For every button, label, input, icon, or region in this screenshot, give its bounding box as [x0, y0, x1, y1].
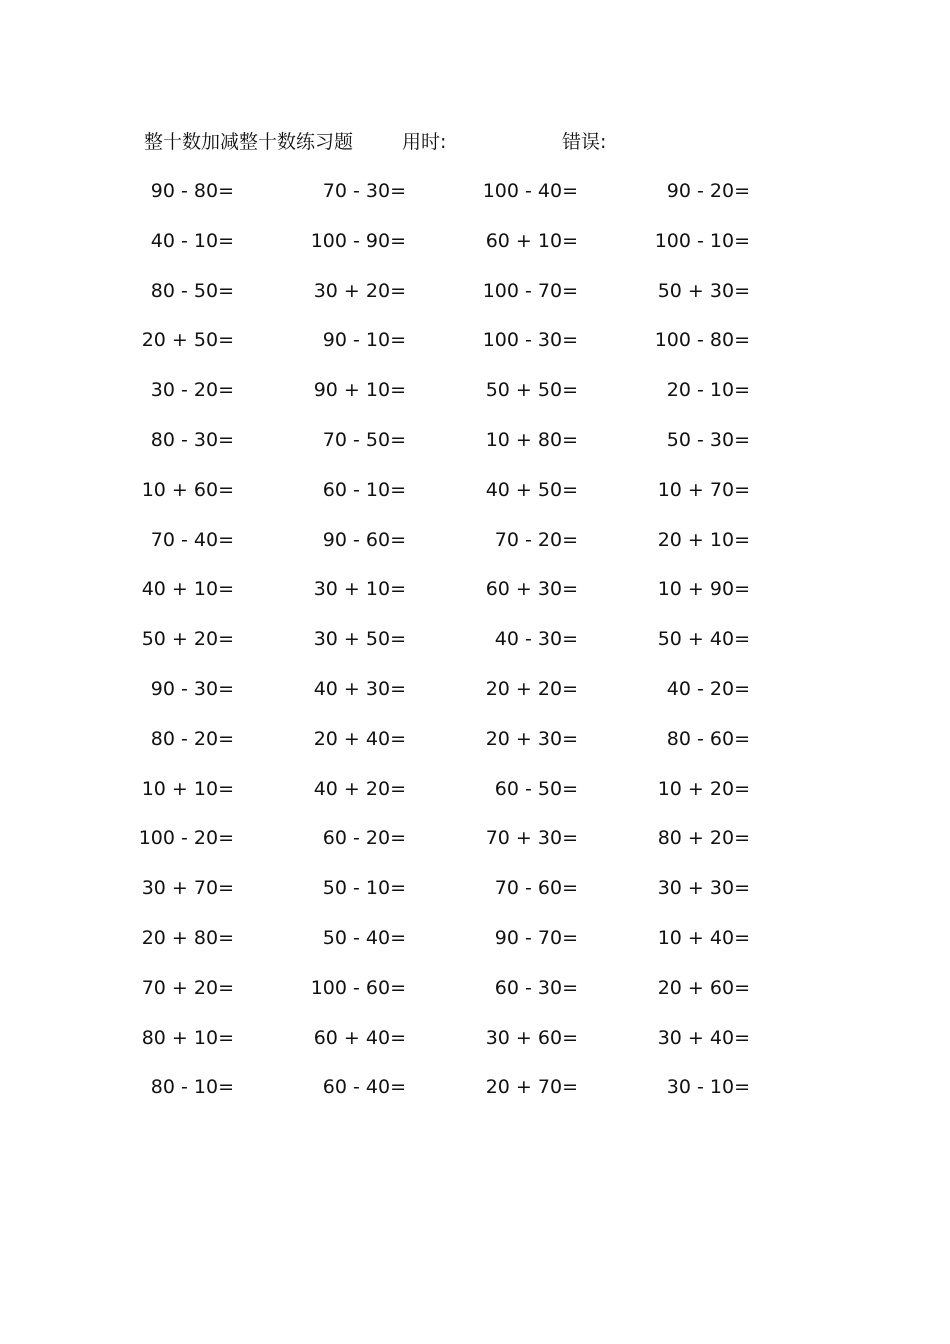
math-problem: 50 - 10= — [322, 877, 406, 900]
math-problem: 80 + 10= — [141, 1026, 234, 1049]
math-problem: 30 + 60= — [485, 1026, 578, 1049]
worksheet-title: 整十数加减整十数练习题 — [144, 131, 354, 153]
math-problem: 30 + 50= — [313, 628, 406, 651]
math-problem: 60 + 30= — [485, 578, 578, 601]
math-problem: 10 + 10= — [141, 777, 234, 800]
math-problem: 100 - 90= — [310, 229, 406, 252]
math-problem: 100 - 40= — [482, 180, 578, 202]
math-problem: 10 + 70= — [657, 478, 750, 501]
problem-row — [0, 525, 950, 575]
math-problem: 70 + 30= — [485, 827, 578, 850]
problem-row — [0, 325, 950, 375]
problem-row — [0, 276, 950, 326]
math-problem: 80 - 60= — [666, 727, 750, 750]
math-problem: 90 - 80= — [150, 180, 234, 202]
problem-row — [0, 774, 950, 824]
problem-row — [0, 923, 950, 973]
math-problem: 40 + 50= — [485, 478, 578, 501]
problem-row — [0, 475, 950, 525]
math-problem: 10 + 20= — [657, 777, 750, 800]
math-problem: 100 - 10= — [654, 229, 750, 252]
math-problem: 40 - 30= — [494, 628, 578, 651]
math-problem: 40 - 20= — [666, 677, 750, 700]
math-problem: 10 + 90= — [657, 578, 750, 601]
math-problem: 100 - 20= — [138, 827, 234, 850]
math-problem: 90 - 30= — [150, 677, 234, 700]
math-problem: 20 + 80= — [141, 926, 234, 949]
math-problem: 60 - 20= — [322, 827, 406, 850]
math-problem: 50 + 20= — [141, 628, 234, 651]
worksheet-header — [144, 128, 844, 156]
math-problem: 70 + 20= — [141, 976, 234, 999]
math-problem: 90 + 10= — [313, 379, 406, 402]
math-problem: 60 + 40= — [313, 1026, 406, 1049]
math-problem: 70 - 30= — [322, 180, 406, 202]
math-problem: 20 + 70= — [485, 1076, 578, 1099]
math-problem: 20 + 60= — [657, 976, 750, 999]
math-problem: 20 + 50= — [141, 329, 234, 352]
math-problem: 100 - 80= — [654, 329, 750, 352]
math-problem: 30 - 20= — [150, 379, 234, 402]
math-problem: 40 + 20= — [313, 777, 406, 800]
math-problem: 80 + 20= — [657, 827, 750, 850]
math-problem: 60 - 30= — [494, 976, 578, 999]
math-problem: 70 - 20= — [494, 528, 578, 551]
problem-row — [0, 1072, 950, 1122]
math-problem: 40 + 30= — [313, 677, 406, 700]
math-problem: 90 - 70= — [494, 926, 578, 949]
math-problem: 60 - 10= — [322, 478, 406, 501]
math-problem: 60 - 40= — [322, 1076, 406, 1099]
math-problem: 50 - 30= — [666, 428, 750, 451]
math-problem: 20 + 20= — [485, 677, 578, 700]
math-problem: 40 - 10= — [150, 229, 234, 252]
math-problem: 50 + 40= — [657, 628, 750, 651]
math-problem: 90 - 20= — [666, 180, 750, 202]
problem-row — [0, 176, 950, 226]
math-problem: 50 + 30= — [657, 279, 750, 302]
problem-row — [0, 1023, 950, 1073]
math-problem: 30 + 70= — [141, 877, 234, 900]
math-problem: 20 + 10= — [657, 528, 750, 551]
problem-row — [0, 973, 950, 1023]
math-problem: 80 - 20= — [150, 727, 234, 750]
math-problem: 10 + 80= — [485, 428, 578, 451]
math-problem: 50 + 50= — [485, 379, 578, 402]
math-problem: 50 - 40= — [322, 926, 406, 949]
math-problem: 20 + 40= — [313, 727, 406, 750]
math-problem: 100 - 30= — [482, 329, 578, 352]
math-problem: 100 - 70= — [482, 279, 578, 302]
math-problem: 70 - 40= — [150, 528, 234, 551]
math-problem: 10 + 40= — [657, 926, 750, 949]
math-problem: 30 - 10= — [666, 1076, 750, 1099]
math-problem: 60 + 10= — [485, 229, 578, 252]
problem-row — [0, 624, 950, 674]
errors-label: 错误: — [562, 131, 607, 153]
math-problem: 90 - 60= — [322, 528, 406, 551]
problem-row — [0, 574, 950, 624]
math-problem: 20 - 10= — [666, 379, 750, 402]
math-problem: 90 - 10= — [322, 329, 406, 352]
problem-row — [0, 674, 950, 724]
math-problem: 80 - 30= — [150, 428, 234, 451]
math-problem: 40 + 10= — [141, 578, 234, 601]
math-problem: 70 - 60= — [494, 877, 578, 900]
time-label: 用时: — [402, 131, 447, 153]
problem-row — [0, 823, 950, 873]
math-problem: 100 - 60= — [310, 976, 406, 999]
math-problem: 80 - 50= — [150, 279, 234, 302]
problem-row — [0, 873, 950, 923]
problem-row — [0, 226, 950, 276]
math-problem: 20 + 30= — [485, 727, 578, 750]
math-problem: 70 - 50= — [322, 428, 406, 451]
math-problem: 30 + 10= — [313, 578, 406, 601]
math-problem: 30 + 40= — [657, 1026, 750, 1049]
problem-row — [0, 724, 950, 774]
math-problem: 30 + 20= — [313, 279, 406, 302]
math-problem: 60 - 50= — [494, 777, 578, 800]
problem-row — [0, 425, 950, 475]
math-problem: 10 + 60= — [141, 478, 234, 501]
problem-grid — [0, 176, 950, 1122]
math-problem: 80 - 10= — [150, 1076, 234, 1099]
problem-row — [0, 375, 950, 425]
math-problem: 30 + 30= — [657, 877, 750, 900]
